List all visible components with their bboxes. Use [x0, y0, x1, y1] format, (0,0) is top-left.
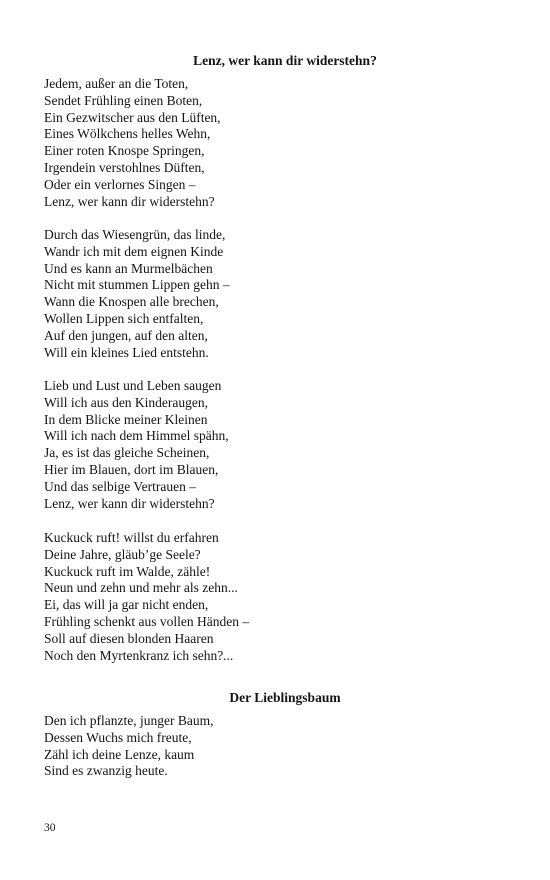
verse-line: Auf den jungen, auf den alten,: [44, 327, 208, 343]
page-number: 30: [44, 822, 56, 834]
verse-line: Lenz, wer kann dir widerstehn?: [44, 495, 215, 511]
verse-line: Sendet Frühling einen Boten,: [44, 92, 203, 108]
poem-title: Lenz, wer kann dir widerstehn?: [193, 53, 377, 68]
verse-line: Sind es zwanzig heute.: [44, 763, 168, 779]
verse-line: Wann die Knospen alle brechen,: [44, 294, 219, 310]
poem-title: Der Lieblingsbaum: [229, 690, 341, 705]
verse-line: Frühling schenkt aus vollen Händen –: [44, 613, 250, 629]
verse-line: Ein Gezwitscher aus den Lüften,: [44, 109, 221, 125]
verse-line: Oder ein verlornes Singen –: [44, 176, 196, 192]
verse-line: Den ich pflanzte, junger Baum,: [44, 713, 214, 728]
stanza: [44, 530, 249, 664]
stanza: [44, 227, 230, 361]
verse-line: Will ich aus den Kinderaugen,: [44, 394, 209, 410]
verse-line: Ja, es ist das gleiche Scheinen,: [44, 445, 210, 461]
verse-line: Irgendein verstohlnes Düften,: [44, 159, 205, 175]
verse-line: Soll auf diesen blonden Haaren: [44, 630, 214, 646]
verse-line: Wandr ich mit dem eignen Kinde: [44, 243, 224, 259]
verse-line: Durch das Wiesengrün, das linde,: [44, 227, 226, 242]
verse-line: Zähl ich deine Lenze, kaum: [44, 746, 195, 762]
verse-line: Und das selbige Vertrauen –: [44, 478, 196, 494]
verse-line: Ei, das will ja gar nicht enden,: [44, 597, 209, 613]
verse-line: Einer roten Knospe Springen,: [44, 143, 205, 159]
verse-line: Kuckuck ruft im Walde, zähle!: [44, 563, 211, 579]
stanza: [44, 378, 229, 512]
verse-line: Hier im Blauen, dort im Blauen,: [44, 461, 219, 477]
verse-line: Lieb und Lust und Leben saugen: [44, 378, 222, 393]
verse-line: Will ein kleines Lied entstehn.: [44, 344, 209, 360]
verse-line: Deine Jahre, gläub’ge Seele?: [44, 546, 201, 562]
verse-line: Jedem, außer an die Toten,: [44, 76, 189, 91]
verse-line: In dem Blicke meiner Kleinen: [44, 411, 208, 427]
stanza: [44, 713, 213, 780]
verse-line: Kuckuck ruft! willst du erfahren: [44, 530, 219, 545]
verse-line: Eines Wölkchens helles Wehn,: [44, 126, 211, 142]
verse-line: Neun und zehn und mehr als zehn...: [44, 580, 238, 596]
stanza: [44, 76, 221, 210]
verse-line: Nicht mit stummen Lippen gehn –: [44, 277, 230, 293]
verse-line: Und es kann an Murmelbächen: [44, 260, 213, 276]
verse-line: Noch den Myrtenkranz ich sehn?...: [44, 647, 234, 663]
verse-line: Lenz, wer kann dir widerstehn?: [44, 193, 215, 209]
verse-line: Wollen Lippen sich entfalten,: [44, 310, 204, 326]
verse-line: Will ich nach dem Himmel spähn,: [44, 428, 229, 444]
verse-line: Dessen Wuchs mich freute,: [44, 729, 192, 745]
